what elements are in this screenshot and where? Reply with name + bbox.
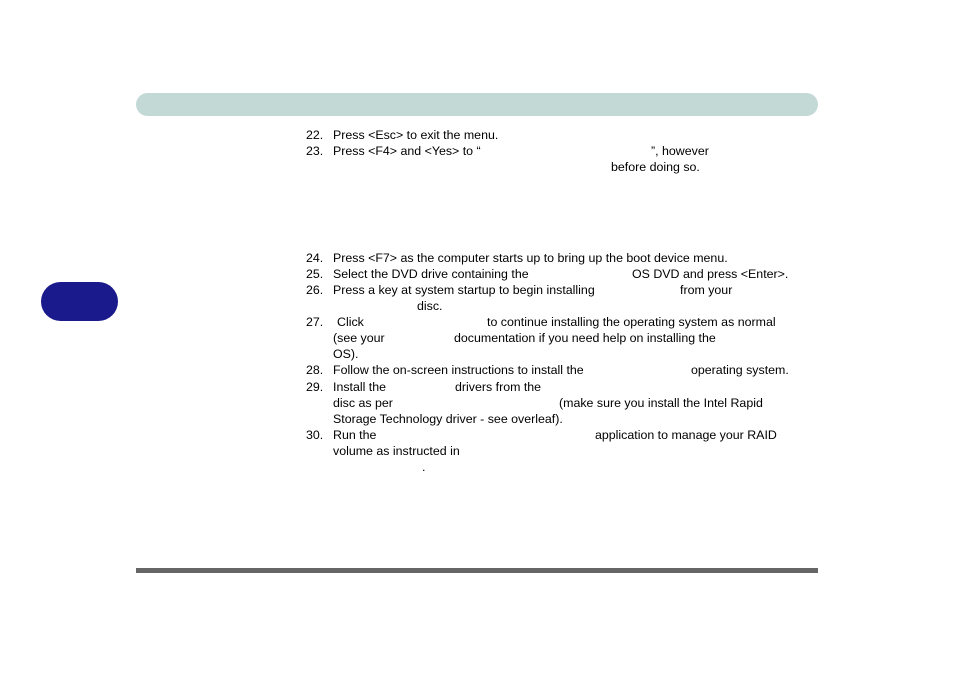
step-text: Run the [333,428,377,442]
step-text: (make sure you install the Intel Rapid [559,396,763,410]
step-number: 22. [306,128,324,142]
step-text: disc. [417,299,443,313]
header-bar [136,93,818,116]
step-text: Press a key at system startup to begin installing [333,283,595,297]
step-text: to continue installing the operating system as normal [487,315,776,329]
step-text: application to manage your RAID [595,428,777,442]
step-number: 28. [306,363,324,377]
step-text: Storage Technology driver - see overleaf). [333,412,563,426]
step-text: documentation if you need help on installing the [454,331,716,345]
step-number: 29. [306,380,324,394]
step-text: from your [680,283,733,297]
footer-rule [136,568,818,573]
step-text: disc as per [333,396,393,410]
step-text: before doing so. [611,160,700,174]
step-text: Follow the on-screen instructions to install the [333,363,584,377]
step-text: . [422,460,426,474]
step-number: 23. [306,144,324,158]
step-text: Install the [333,380,387,394]
step-text: Press <F4> and <Yes> to “ [333,144,481,158]
step-text: Click [337,315,364,329]
step-number: 27. [306,315,324,329]
step-number: 30. [306,428,324,442]
step-text: ”, however [651,144,709,158]
step-text: (see your [333,331,385,345]
step-text: operating system. [691,363,789,377]
step-text: Press <Esc> to exit the menu. [333,128,499,142]
step-text: drivers from the [455,380,542,394]
step-text: volume as instructed in [333,444,460,458]
chapter-tab [41,282,118,321]
step-number: 26. [306,283,324,297]
step-number: 24. [306,251,324,265]
step-number: 25. [306,267,324,281]
step-text: OS). [333,347,359,361]
step-text: Press <F7> as the computer starts up to bring up the boot device menu. [333,251,728,265]
step-text: OS DVD and press <Enter>. [632,267,789,281]
step-text: Select the DVD drive containing the [333,267,529,281]
